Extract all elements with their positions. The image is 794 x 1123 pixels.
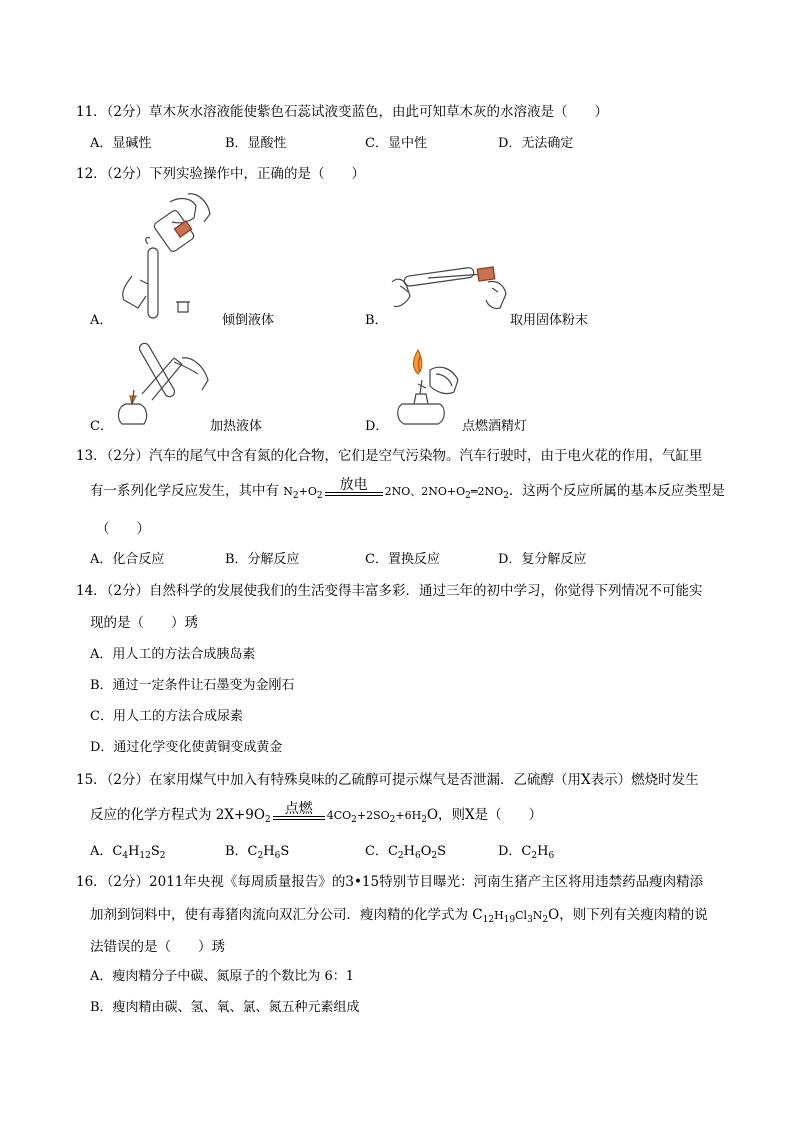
q12-option-d[interactable]: D． [365,419,389,434]
q16-line2-prefix: 加剂到饲料中，使有毒猪肉流向双汇分公司．瘦肉精的化学式为 C [90,907,483,923]
q12-caption-d: 点燃酒精灯 [462,419,528,434]
q14-option-b[interactable]: B．通过一定条件让石墨变为金刚石 [90,678,295,693]
q15-products: $4CO_2+2SO_2+6H_2$ [326,809,427,825]
q13-reaction1-reactants: $N_2+O_2$ [283,485,323,501]
q13-reaction-products: 2NO、$2NO+O_2═2NO_2$ [384,485,509,501]
q16-stem-line1: 16．（2分）2011年央视《每周质量报告》的3•15特别节目曝光：河南生猪产主区将用违禁药品瘦肉精添 [76,874,704,890]
q12-caption-a: 倾倒液体 [222,313,275,328]
q16-option-a[interactable]: A．瘦肉精分子中碳、氮原子的个数比为 6：1 [90,969,355,984]
q15-line2-prefix: 反应的化学方程式为 2X+9O [90,807,265,823]
q15-line2-suffix: O，则X是（ ） [426,807,543,823]
pouring-liquid-figure [110,188,222,326]
heating-liquid-figure [112,338,214,430]
q11-option-c[interactable]: C．显中性 [365,136,427,151]
q11-stem: 11．（2分）草木灰水溶液能使紫色石蕊试液变蓝色，由此可知草木灰的水溶液是（ ） [76,104,609,120]
q16-option-b[interactable]: B．瘦肉精由碳、氢、氧、氯、氮五种元素组成 [90,1000,360,1015]
q12-option-a[interactable]: A． [90,313,113,328]
q11-option-b[interactable]: B．显酸性 [225,136,287,151]
q13-option-b[interactable]: B．分解反应 [225,552,300,567]
solid-powder-figure [388,262,514,320]
q13-option-d[interactable]: D．复分解反应 [498,552,587,567]
q15-option-c[interactable]: C．$C_2H_6O_2S$ [365,844,447,861]
q15-stem-line1: 15．（2分）在家用煤气中加入有特殊臭味的乙硫醇可提示煤气是否泄漏．乙硫醇（用X表示）燃烧时发生 [76,772,699,788]
q13-line2-prefix: 有一系列化学反应发生，其中有 [90,483,284,499]
q12-stem: 12．（2分）下列实验操作中，正确的是（ ） [76,166,366,182]
q12-caption-c: 加热液体 [210,419,263,434]
alcohol-lamp-figure [396,344,468,428]
q14-stem-line1: 14．（2分）自然科学的发展使我们的生活变得丰富多彩．通过三年的初中学习，你觉得下列情况不可能实 [76,583,703,599]
q13-line2-suffix: ．这两个反应所属的基本反应类型是 [508,483,725,499]
q13-option-c[interactable]: C．置换反应 [365,552,440,567]
q15-option-a[interactable]: A．$C_4H_{12}S_2$ [90,844,166,861]
q15-stem-line2: 反应的化学方程式为 $2X+9O_2$ 点燃 $4CO_2+2SO_2+6H_2O$，则X是（ ） [90,801,543,825]
q16-stem-line2 [90,906,708,925]
q11-option-d[interactable]: D．无法确定 [498,136,574,151]
q16-line2-suffix: O，则下列有关瘦肉精的说 [548,907,708,923]
q13-stem-line3: （ ） [96,521,150,537]
q13-stem-line1: 13．（2分）汽车的尾气中含有氮的化合物，它们是空气污染物。汽车行驶时，由于电火花的作用，气缸里 [76,448,703,464]
q14-option-c[interactable]: C．用人工的方法合成尿素 [90,709,243,724]
q16-formula: $_{12}H_{19}Cl_3N_2$ [482,909,549,925]
q14-option-d[interactable]: D．通过化学变化使黄铜变成黄金 [90,740,283,755]
q13-stem-line2 [90,477,725,502]
q12-caption-b: 取用固体粉末 [510,313,589,328]
q15-option-b[interactable]: B．$C_2H_6S$ [225,844,290,861]
q11-option-a[interactable]: A．显碱性 [90,136,152,151]
q15-ignition-condition: 点燃 [273,802,325,820]
q12-option-b[interactable]: B． [365,313,388,328]
q13-electric-spark-condition: 放电 [325,478,383,496]
q13-option-a[interactable]: A．化合反应 [90,552,165,567]
q14-option-a[interactable]: A．用人工的方法合成胰岛素 [90,647,256,662]
q14-stem-line2: 现的是（ ）琇 [90,615,198,631]
q15-option-d[interactable]: D．$C_2H_6$ [498,844,555,861]
q16-stem-line3: 法错误的是（ ）琇 [90,939,225,955]
q12-option-c[interactable]: C． [90,419,113,434]
